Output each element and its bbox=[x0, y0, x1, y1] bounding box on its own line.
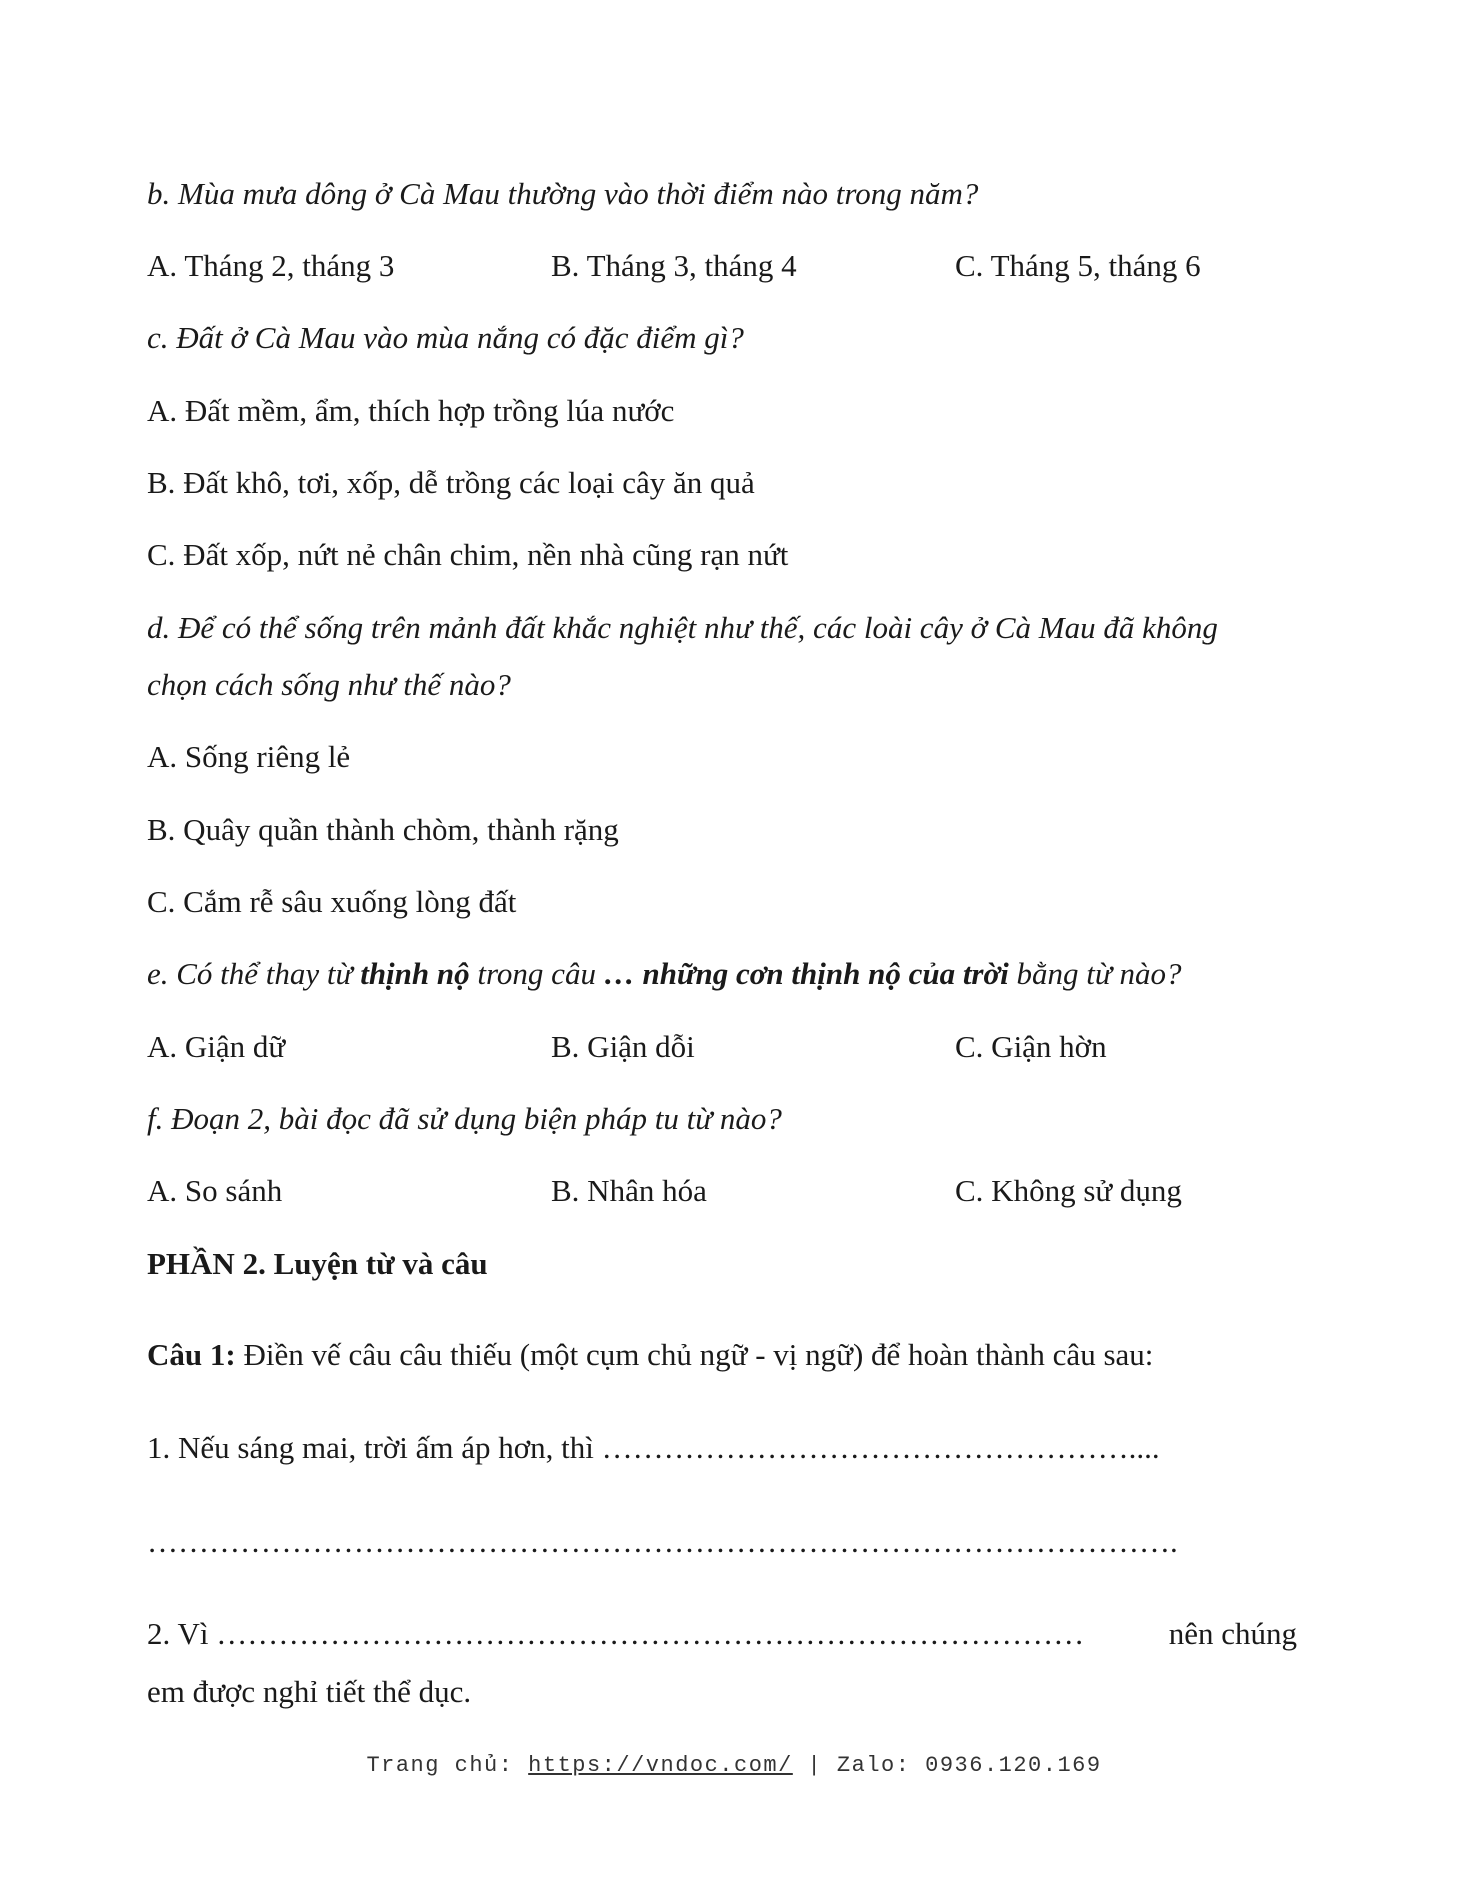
question-b: b. Mùa mưa dông ở Cà Mau thường vào thời điểm nào trong năm? bbox=[147, 176, 979, 211]
footer-link[interactable]: https://vndoc.com/ bbox=[528, 1753, 793, 1778]
question-e bbox=[147, 954, 1182, 994]
page-footer bbox=[0, 1753, 1468, 1778]
option-b-c: C. Tháng 5, tháng 6 bbox=[955, 248, 1201, 283]
option-d-c: C. Cắm rễ sâu xuống lòng đất bbox=[147, 884, 517, 919]
question-e-part3: bằng từ nào? bbox=[1008, 956, 1182, 991]
section-title: PHẦN 2. Luyện từ và câu bbox=[147, 1246, 488, 1281]
cau1-item1-continuation: ………………………………………………………………………………………. bbox=[147, 1524, 1178, 1559]
option-c-c: C. Đất xốp, nứt nẻ chân chim, nền nhà cũng rạn nứt bbox=[147, 537, 789, 572]
cau1-item2 bbox=[147, 1614, 1297, 1654]
footer-prefix: Trang chủ: bbox=[366, 1753, 529, 1778]
cau1-label: Câu 1: bbox=[147, 1337, 236, 1372]
option-b-b: B. Tháng 3, tháng 4 bbox=[551, 248, 797, 283]
option-b-a: A. Tháng 2, tháng 3 bbox=[147, 248, 395, 283]
option-f-a: A. So sánh bbox=[147, 1173, 283, 1208]
question-d-line1: d. Để có thể sống trên mảnh đất khắc nghiệt như thế, các loài cây ở Cà Mau đã không bbox=[147, 610, 1218, 645]
cau1-item2-continuation: em được nghỉ tiết thể dục. bbox=[147, 1674, 472, 1709]
question-e-bold2: … những cơn thịnh nộ của trời bbox=[603, 956, 1009, 991]
cau1-item2-left: 2. Vì ………………………………………………………………………… bbox=[147, 1616, 1085, 1651]
question-e-bold1: thịnh nộ bbox=[360, 956, 470, 991]
question-c: c. Đất ở Cà Mau vào mùa nắng có đặc điểm gì? bbox=[147, 320, 744, 355]
option-e-a: A. Giận dữ bbox=[147, 1029, 286, 1064]
question-d-line2: chọn cách sống như thế nào? bbox=[147, 667, 511, 702]
cau1-text: Điền vế câu câu thiếu (một cụm chủ ngữ - vị ngữ) để hoàn thành câu sau: bbox=[235, 1337, 1154, 1372]
option-d-b: B. Quây quần thành chòm, thành rặng bbox=[147, 812, 619, 847]
cau1-instruction bbox=[147, 1335, 1153, 1375]
option-e-c: C. Giận hờn bbox=[955, 1029, 1107, 1064]
option-c-a: A. Đất mềm, ẩm, thích hợp trồng lúa nước bbox=[147, 393, 675, 428]
question-e-part1: e. Có thể thay từ bbox=[147, 956, 361, 991]
option-e-b: B. Giận dỗi bbox=[551, 1029, 695, 1064]
option-d-a: A. Sống riêng lẻ bbox=[147, 739, 351, 774]
cau1-item1: 1. Nếu sáng mai, trời ấm áp hơn, thì …………………………………………….... bbox=[147, 1430, 1160, 1465]
option-c-b: B. Đất khô, tơi, xốp, dễ trồng các loại cây ăn quả bbox=[147, 465, 755, 500]
option-f-c: C. Không sử dụng bbox=[955, 1173, 1182, 1208]
question-e-part2: trong câu bbox=[469, 956, 604, 991]
cau1-item2-right: nên chúng bbox=[1168, 1616, 1297, 1651]
option-f-b: B. Nhân hóa bbox=[551, 1173, 707, 1208]
question-f: f. Đoạn 2, bài đọc đã sử dụng biện pháp tu từ nào? bbox=[147, 1101, 782, 1136]
footer-suffix: | Zalo: 0936.120.169 bbox=[792, 1753, 1102, 1778]
